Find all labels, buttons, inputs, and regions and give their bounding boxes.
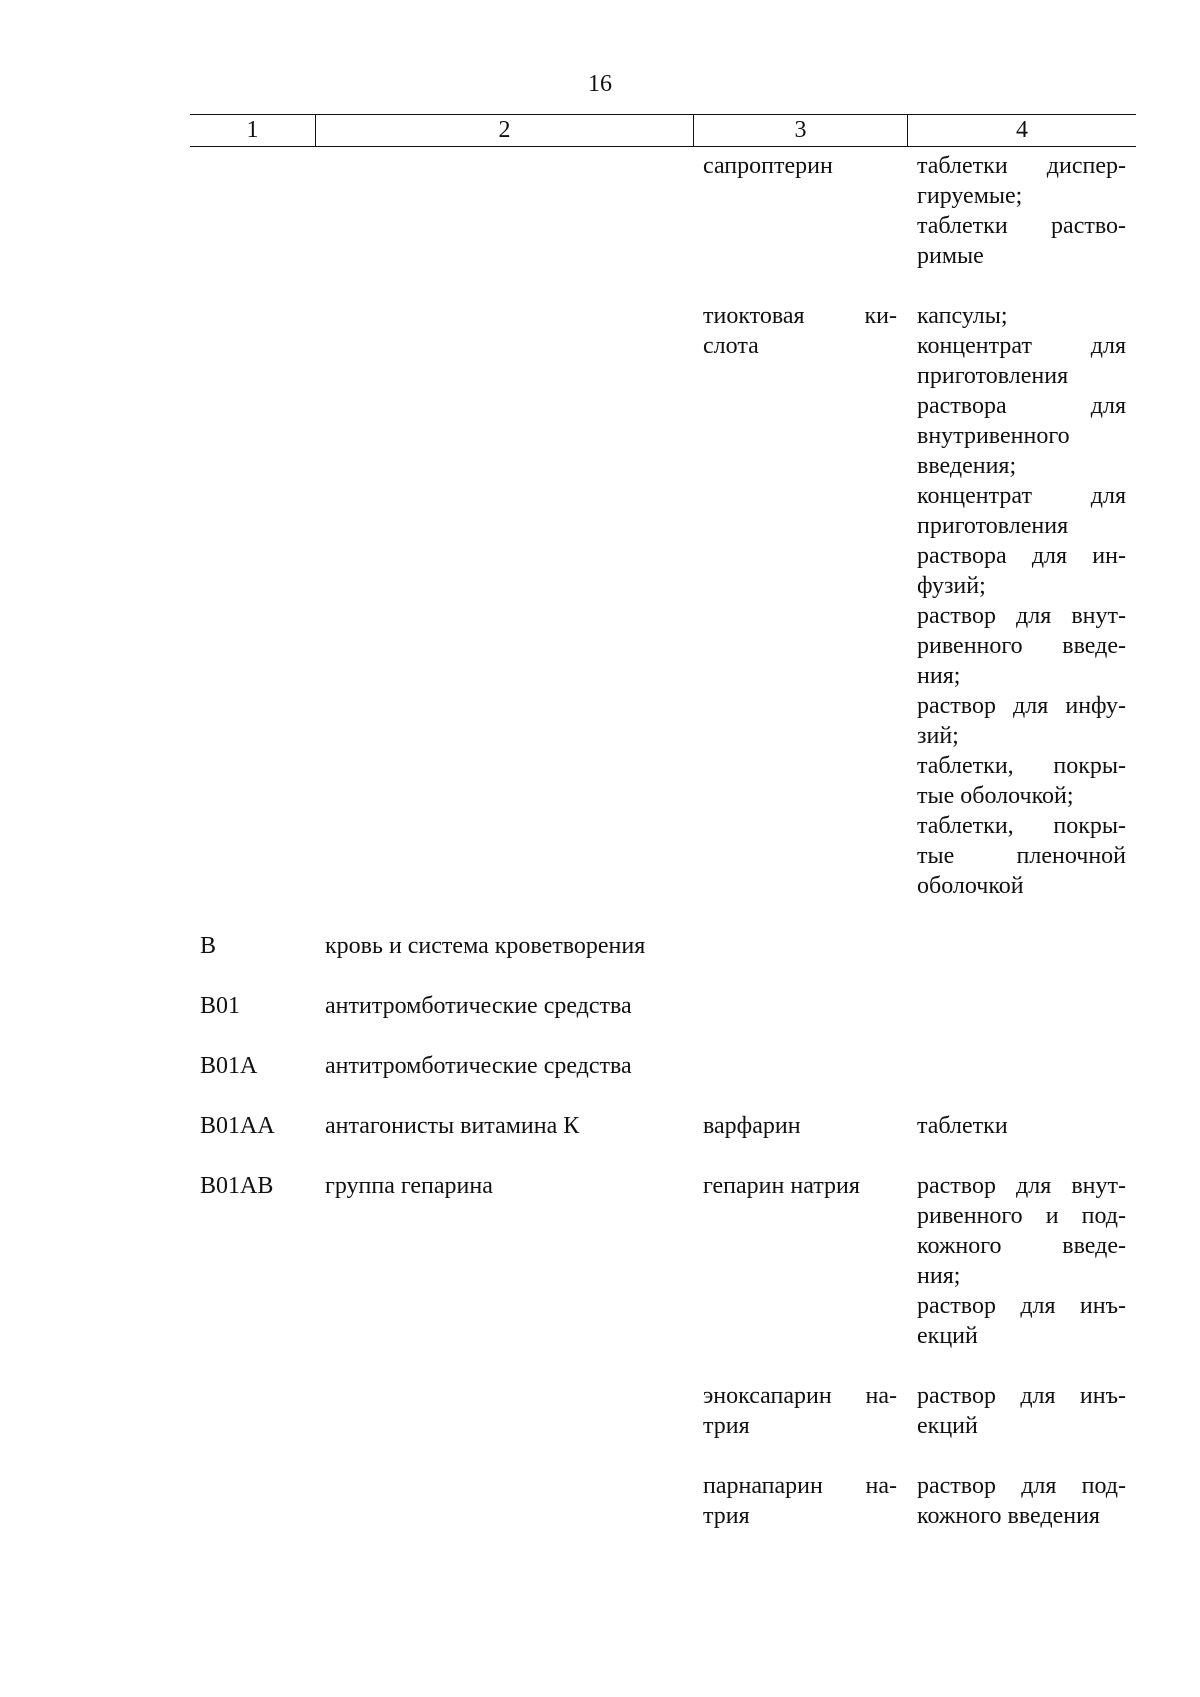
table-row	[190, 1471, 1136, 1531]
table-row	[190, 301, 1136, 901]
table-row	[190, 931, 1136, 961]
dosage-form-line: внутривенного	[917, 423, 1070, 449]
dosage-form-line: кожного введения	[917, 1503, 1100, 1529]
atc-group-name: антитромботические средства	[325, 1053, 632, 1079]
dosage-forms	[907, 1111, 1136, 1141]
dosage-form-line: фузий;	[917, 573, 986, 599]
drug-name: варфарин	[703, 1113, 801, 1139]
dosage-form-line: римые	[917, 243, 984, 269]
dosage-forms	[907, 991, 1136, 1021]
dosage-forms	[907, 931, 1136, 961]
dosage-form-line: капсулы;	[917, 303, 1008, 329]
dosage-forms	[907, 301, 1136, 901]
atc-group-name	[315, 1471, 693, 1531]
dosage-form-line: ния;	[917, 663, 961, 689]
dosage-form-line: оболочкой	[917, 873, 1024, 899]
atc-code: B01A	[200, 1053, 258, 1079]
dosage-form-line: гируемые;	[917, 183, 1023, 209]
atc-group-name: антитромботические средства	[325, 993, 632, 1019]
atc-group-name	[315, 151, 693, 271]
dosage-form-line: приготовления	[917, 513, 1069, 539]
atc-code: B01AA	[200, 1113, 275, 1139]
atc-code: B	[200, 933, 217, 959]
atc-group-name	[315, 1381, 693, 1441]
dosage-form-line: екций	[917, 1413, 978, 1439]
table-row	[190, 1381, 1136, 1441]
atc-code	[190, 1381, 315, 1441]
dosage-form-line: раствора для	[917, 393, 1126, 419]
drug-table	[190, 114, 1136, 1561]
drug-name: тиоктовая ки- слота	[703, 303, 897, 359]
table-row	[190, 991, 1136, 1021]
dosage-form-line: екций	[917, 1323, 978, 1349]
dosage-form-line: тые оболочкой;	[917, 783, 1074, 809]
dosage-form-line: приготовления	[917, 363, 1069, 389]
dosage-form-line: таблетки диспер-	[917, 153, 1126, 179]
atc-code: B01	[200, 993, 241, 1019]
drug-name: парнапарин на- трия	[703, 1473, 897, 1529]
header-col-1: 1	[246, 117, 259, 143]
dosage-form-line: раствор для инъ-	[917, 1293, 1126, 1319]
atc-group-name: антагонисты витамина К	[325, 1113, 580, 1139]
atc-code	[190, 151, 315, 271]
dosage-form-line: таблетки	[917, 1113, 1008, 1139]
dosage-forms	[907, 1381, 1136, 1441]
dosage-form-line: раствор для под-	[917, 1473, 1126, 1499]
atc-code	[190, 301, 315, 901]
table-row	[190, 1051, 1136, 1081]
dosage-form-line: раствор для инфу-	[917, 693, 1126, 719]
dosage-form-line: тые пленочной	[917, 843, 1126, 869]
page-number: 16	[588, 71, 612, 97]
drug-name: эноксапарин на- трия	[703, 1383, 897, 1439]
dosage-form-line: концентрат для	[917, 483, 1126, 509]
dosage-form-line: таблетки, покры-	[917, 813, 1126, 839]
table-row	[190, 1111, 1136, 1141]
drug-name	[693, 931, 907, 961]
header-col-2: 2	[315, 115, 693, 146]
atc-group-name	[315, 301, 693, 901]
drug-name: гепарин натрия	[703, 1173, 860, 1199]
dosage-forms	[907, 1471, 1136, 1531]
table-body	[190, 147, 1136, 1531]
drug-name	[693, 1051, 907, 1081]
dosage-form-line: раствор для внут-	[917, 1173, 1126, 1199]
dosage-form-line: введения;	[917, 453, 1017, 479]
dosage-form-line: кожного введе-	[917, 1233, 1126, 1259]
header-col-4: 4	[907, 115, 1136, 146]
drug-name: сапроптерин	[703, 153, 833, 179]
dosage-form-line: раствора для ин-	[917, 543, 1126, 569]
table-row	[190, 151, 1136, 271]
dosage-form-line: ния;	[917, 1263, 961, 1289]
drug-name	[693, 991, 907, 1021]
header-col-3: 3	[693, 115, 907, 146]
dosage-form-line: раствор для внут-	[917, 603, 1126, 629]
atc-group-name: группа гепарина	[325, 1173, 493, 1199]
dosage-form-line: концентрат для	[917, 333, 1126, 359]
atc-code	[190, 1471, 315, 1531]
dosage-form-line: раствор для инъ-	[917, 1383, 1126, 1409]
atc-code: B01AB	[200, 1173, 274, 1199]
dosage-form-line: таблетки раство-	[917, 213, 1126, 239]
dosage-form-line: таблетки, покры-	[917, 753, 1126, 779]
dosage-form-line: ривенного и под-	[917, 1203, 1126, 1229]
dosage-forms	[907, 151, 1136, 271]
dosage-forms	[907, 1051, 1136, 1081]
atc-group-name: кровь и система кроветворения	[325, 933, 646, 959]
dosage-forms	[907, 1171, 1136, 1351]
table-header	[190, 114, 1136, 147]
dosage-form-line: ривенного введе-	[917, 633, 1126, 659]
table-row	[190, 1171, 1136, 1351]
dosage-form-line: зий;	[917, 723, 959, 749]
